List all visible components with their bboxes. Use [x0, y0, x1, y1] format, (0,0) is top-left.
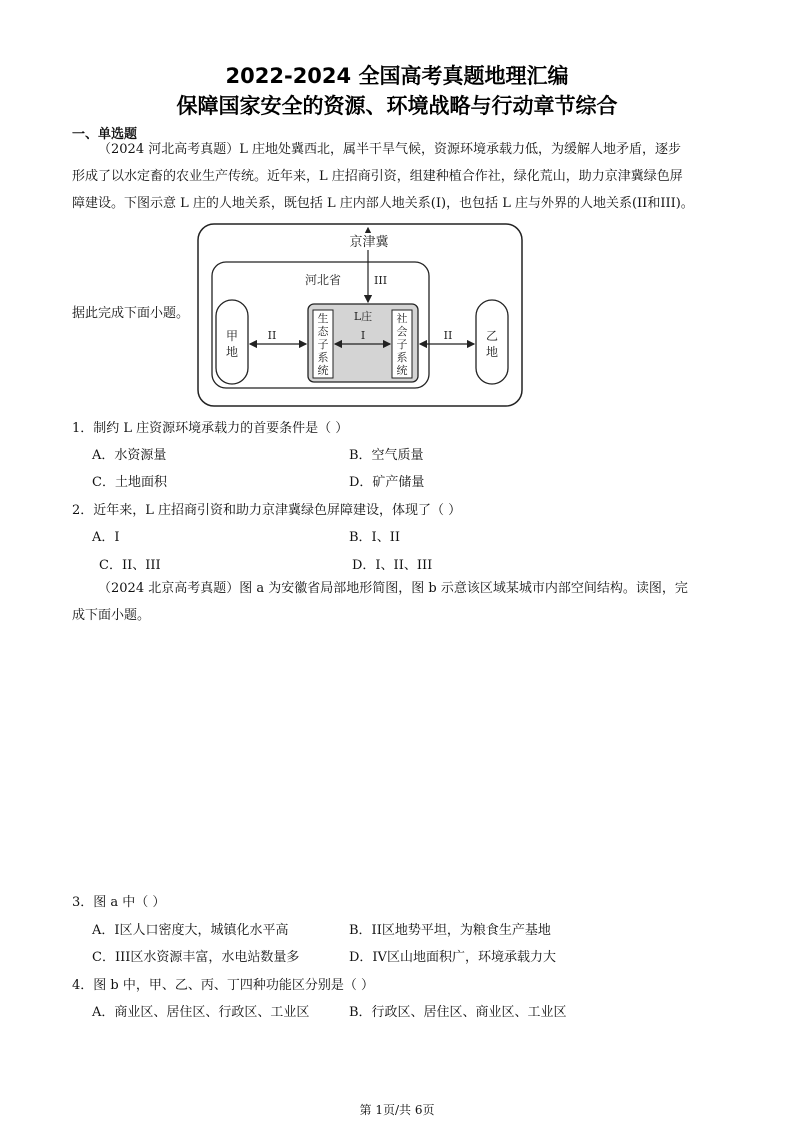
question-4-option-a[interactable]: A．商业区、居住区、行政区、工业区: [92, 1005, 310, 1020]
question-3-option-c[interactable]: C．III区水资源丰富，水电站数量多: [92, 950, 300, 965]
question-4-stem: 4．图 b 中，甲、乙、丙、丁四种功能区分别是（ ）: [72, 978, 374, 993]
label-jingjinji: 京津冀: [349, 235, 389, 250]
question-1-option-b[interactable]: B．空气质量: [349, 448, 424, 463]
label-jiadi: 甲地: [225, 329, 239, 359]
label-lzhuang: L庄: [353, 310, 373, 323]
label-I: I: [360, 329, 366, 342]
question-3-option-a[interactable]: A．I区人口密度大，城镇化水平高: [92, 923, 289, 938]
label-eco-subsystem: 生态子系统: [317, 312, 329, 377]
passage2-line2: 成下面小题。: [72, 608, 151, 623]
document-title-line2: 保障国家安全的资源、环境战略与行动章节综合: [176, 94, 618, 118]
passage1-line2: 形成了以水定畜的农业生产传统。近年来，L 庄招商引资，组建种植合作社，绿化荒山，助力京津冀绿色屏: [72, 169, 683, 184]
human-land-relationship-diagram: [196, 222, 524, 408]
question-4-option-b[interactable]: B．行政区、居住区、商业区、工业区: [349, 1005, 567, 1020]
passage1-line3: 障建设。下图示意 L 庄的人地关系，既包括 L 庄内部人地关系(I)，也包括 L 庄与外界的人地关系(II和III)。: [72, 196, 694, 211]
label-II-right: II: [443, 329, 453, 342]
label-hebei: 河北省: [304, 273, 342, 287]
label-II-left: II: [267, 329, 277, 342]
question-1-option-a[interactable]: A．水资源量: [92, 448, 167, 463]
question-3-option-d[interactable]: D．IV区山地面积广，环境承载力大: [349, 950, 556, 965]
question-2-option-a[interactable]: A．I: [92, 530, 120, 545]
question-1-option-d[interactable]: D．矿产储量: [349, 475, 425, 490]
page-footer: 第 1页/共 6页: [359, 1103, 435, 1117]
question-2-option-d[interactable]: D．I、II、III: [352, 558, 433, 573]
question-1-option-c[interactable]: C．土地面积: [92, 475, 167, 490]
label-III: III: [374, 274, 388, 287]
passage1-instruction: 据此完成下面小题。: [72, 306, 190, 321]
document-title-line1: 2022-2024 全国高考真题地理汇编: [225, 64, 569, 88]
passage1-line1: （2024 河北高考真题）L 庄地处冀西北，属半干旱气候，资源环境承载力低，为缓解人地矛盾，逐步: [98, 142, 681, 157]
label-social-subsystem: 社会子系统: [396, 312, 408, 377]
section-heading: 一、单选题: [72, 127, 138, 142]
question-2-option-b[interactable]: B．I、II: [349, 530, 400, 545]
question-3-stem: 3．图 a 中（ ）: [72, 895, 166, 910]
question-3-option-b[interactable]: B．II区地势平坦，为粮食生产基地: [349, 923, 551, 938]
question-1-stem: 1．制约 L 庄资源环境承载力的首要条件是（ ）: [72, 421, 349, 436]
passage2-line1: （2024 北京高考真题）图 a 为安徽省局部地形简图，图 b 示意该区域某城市内部空间结构。读图，完: [98, 581, 688, 596]
label-yidi: 乙地: [485, 329, 499, 359]
question-2-option-c[interactable]: C．II、III: [99, 558, 161, 573]
question-2-stem: 2．近年来，L 庄招商引资和助力京津冀绿色屏障建设，体现了（ ）: [72, 503, 462, 518]
